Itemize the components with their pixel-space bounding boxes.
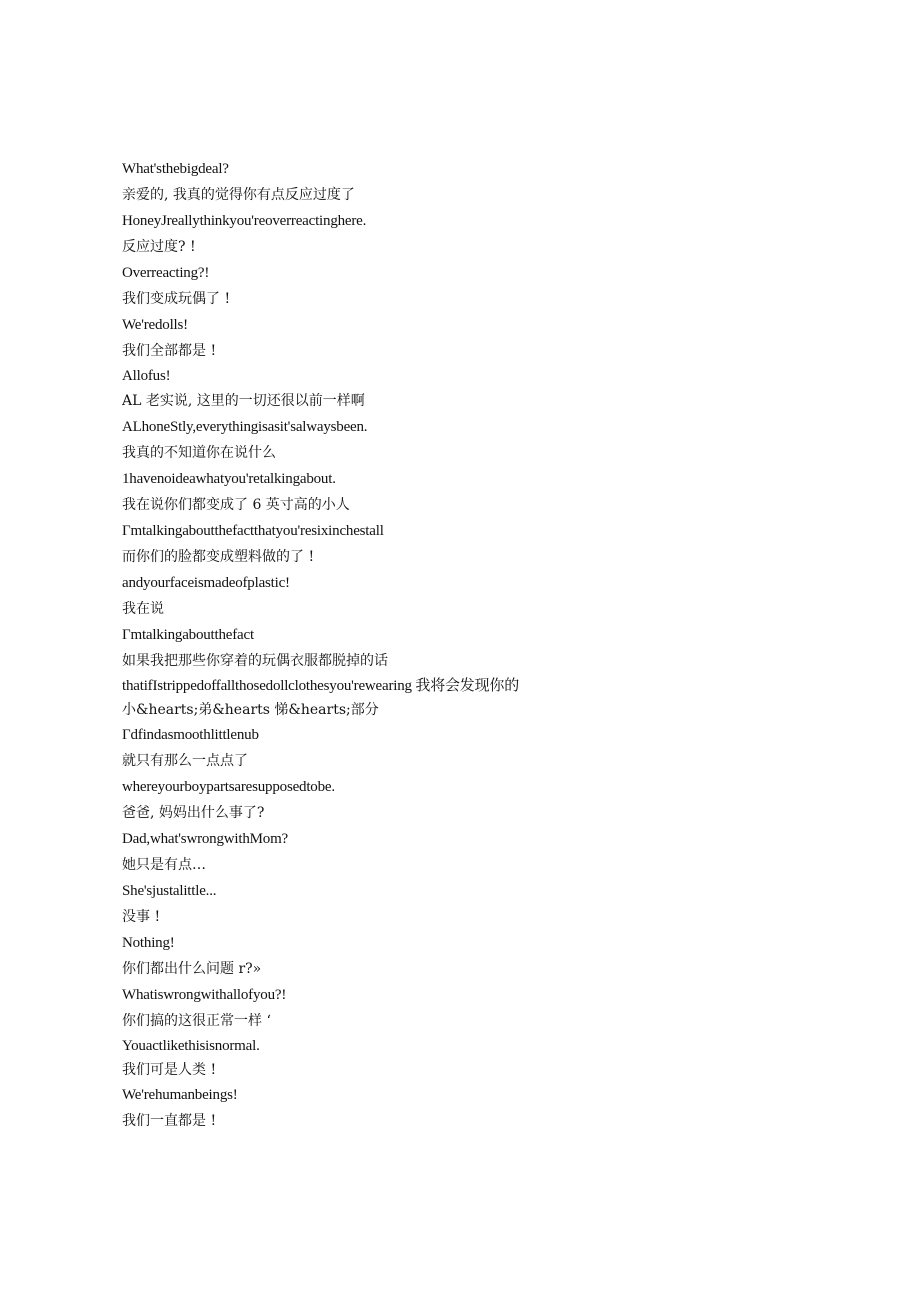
transcript-line: 你们搞的这很正常一样 ‘ bbox=[122, 1013, 271, 1029]
transcript-line: Nothing! bbox=[122, 935, 175, 951]
transcript-line: thatifIstrippedoffallthosedollclothesyou'rewearing 我将会发现你的 bbox=[122, 678, 519, 694]
transcript-line: Γmtalkingaboutthefact bbox=[122, 627, 254, 643]
transcript-line: 小&hearts;弟&hearts 悌&hearts;部分 bbox=[122, 702, 379, 718]
transcript-line: 亲爱的, 我真的觉得你有点反应过度了 bbox=[122, 187, 355, 203]
transcript-line: 我在说你们都变成了 6 英寸高的小人 bbox=[122, 497, 350, 513]
transcript-line: Allofus! bbox=[122, 368, 171, 384]
transcript-line: AL 老实说, 这里的一切还很以前一样啊 bbox=[122, 393, 365, 409]
transcript-line: 我们变成玩偶了 ! bbox=[122, 291, 231, 307]
transcript-line: whereyourboypartsaresupposedtobe. bbox=[122, 779, 335, 795]
transcript-line: 我们一直都是 ! bbox=[122, 1113, 217, 1129]
transcript-lines bbox=[122, 156, 822, 1134]
transcript-line: 如果我把那些你穿着的玩偶衣服都脱掉的话 bbox=[122, 653, 388, 669]
transcript-line: 她只是有点… bbox=[122, 857, 206, 873]
transcript-line: 我们可是人类 ! bbox=[122, 1062, 217, 1078]
transcript-line: HoneyJreallythinkyou'reoverreactinghere. bbox=[122, 213, 367, 229]
transcript-line: 我们全部都是 ! bbox=[122, 343, 217, 359]
transcript-line: 你们都出什么问题 r?» bbox=[122, 961, 262, 977]
transcript-line: 爸爸, 妈妈出什么事了? bbox=[122, 805, 265, 821]
transcript-line: Γdfindasmoothlittlenub bbox=[122, 727, 259, 743]
transcript-line: 我真的不知道你在说什么 bbox=[122, 445, 276, 461]
transcript-line: What'sthebigdeal? bbox=[122, 161, 229, 177]
transcript-line: Youactlikethisisnormal. bbox=[122, 1038, 260, 1054]
transcript-line: Overreacting?! bbox=[122, 265, 210, 281]
transcript-line: Whatiswrongwithallofyou?! bbox=[122, 987, 287, 1003]
transcript-line: Dad,what'swrongwithMom? bbox=[122, 831, 288, 847]
transcript-line: 反应过度? ! bbox=[122, 239, 196, 255]
transcript-line: 1havenoideawhatyou'retalkingabout. bbox=[122, 471, 336, 487]
transcript-line: Γmtalkingaboutthefactthatyou'resixinchestall bbox=[122, 523, 384, 539]
transcript-line: We'redolls! bbox=[122, 317, 188, 333]
transcript-line: We'rehumanbeings! bbox=[122, 1087, 238, 1103]
transcript-line: 我在说 bbox=[122, 601, 164, 617]
transcript-line: 就只有那么一点点了 bbox=[122, 753, 248, 769]
transcript-line: 没事 ! bbox=[122, 909, 161, 925]
transcript-line: ALhoneStly,everythingisasit'salwaysbeen. bbox=[122, 419, 368, 435]
transcript-line: 而你们的脸都变成塑料做的了 ! bbox=[122, 549, 315, 565]
transcript-line: She'sjustalittle... bbox=[122, 883, 217, 899]
transcript-line: andyourfaceismadeofplastic! bbox=[122, 575, 290, 591]
